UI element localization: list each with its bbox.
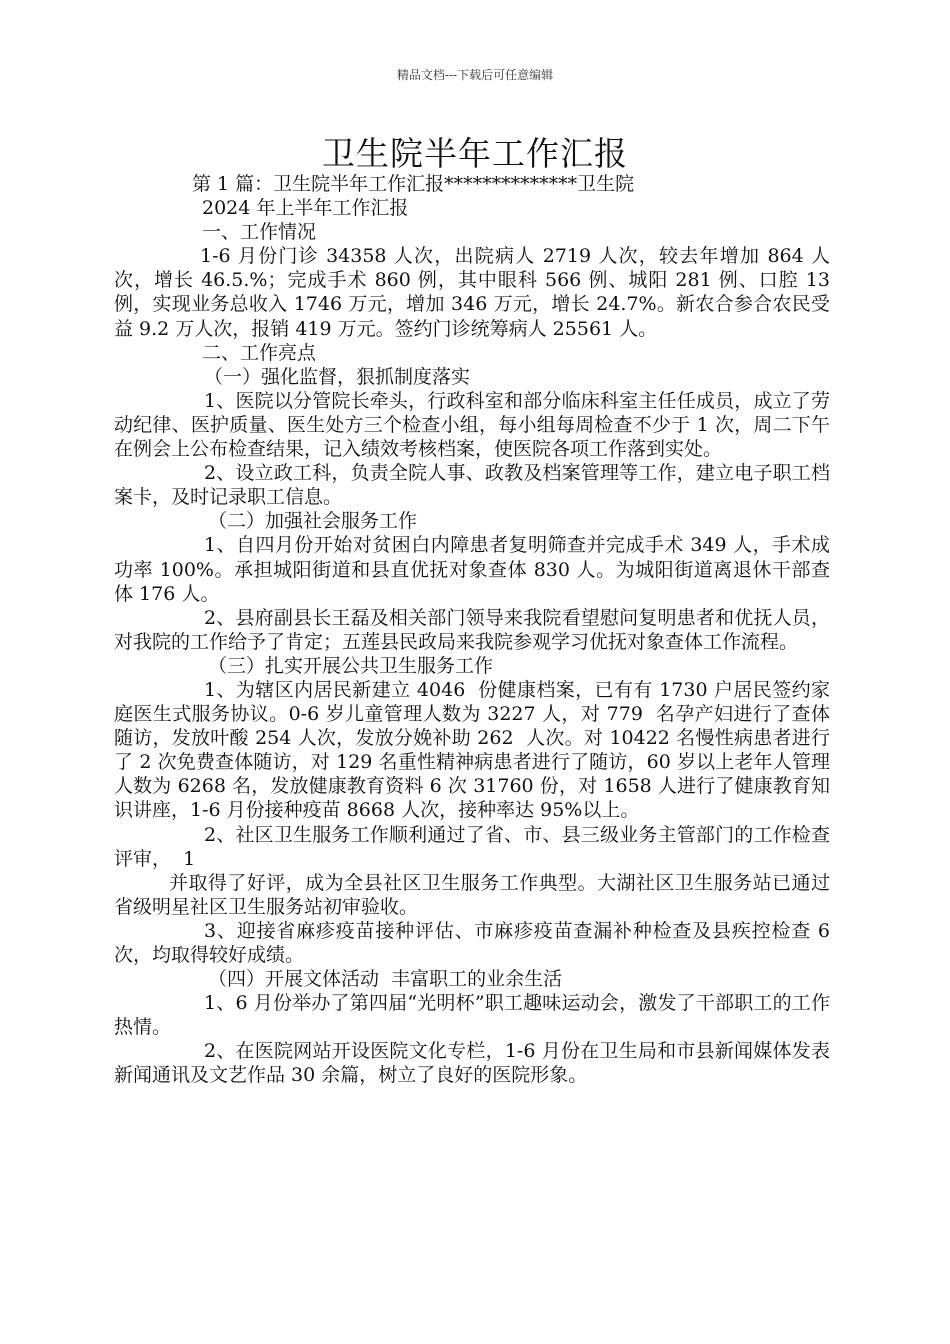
subsection-heading-public-health: （三）扎实开展公共卫生服务工作	[208, 654, 494, 677]
paragraph-social-service-2: 2、县府副县长王磊及相关部门领导来我院看望慰问复明患者和优抚人员，对我院的工作给予了肯定；五莲县民政局来我院参观学习优抚对象查体工作流程。	[114, 606, 830, 653]
section-heading-work-status: 一、工作情况	[202, 221, 317, 244]
subsection-heading-social-service: （二）加强社会服务工作	[208, 510, 418, 533]
page-header: 精品文档---下载后可任意编辑	[396, 68, 554, 82]
paragraph-public-health-1: 1、为辖区内居民新建立 4046 份健康档案，已有有 1730 户居民签约家庭医生式服务协议。0-6 岁儿童管理人数为 3227 人，对 779 名孕产妇进行了查体随访，发放叶酸 254 人次，发放分娩补助 262 人次。对 10422 名慢性病患者进行了 2 次免费查体随访，对 129 名重性精神病患者进行了随访，60 岁以上老年人管理人数为 6268 名，发放健康教育资料 6 次 31760 份，对 1658 人进行了健康教育知识讲座，1-6 月份接种疫苗 8668 人次，接种率达 95%以上。	[114, 678, 830, 822]
paragraph-supervision-1: 1、医院以分管院长牵头，行政科室和部分临床科室主任任成员，成立了劳动纪律、医护质量、医生处方三个检查小组，每小组每周检查不少于 1 次，周二下午在例会上公布检查结果，记入绩效考核档案，使医院各项工作落到实处。	[114, 389, 830, 461]
document-title: 卫生院半年工作汇报	[322, 134, 628, 173]
paragraph-public-health-2: 2、社区卫生服务工作顺利通过了省、市、县三级业务主管部门的工作检查评审， 1	[114, 823, 830, 870]
paragraph-supervision-2: 2、设立政工科，负责全院人事、政教及档案管理等工作，建立电子职工档案卡，及时记录职工信息。	[114, 462, 830, 509]
paragraph-social-service-1: 1、自四月份开始对贫困白内障患者复明筛查并完成手术 349 人，手术成功率 100%。承担城阳街道和县直优抚对象查体 830 人。为城阳街道离退休干部查体 176 人。	[114, 534, 830, 605]
paragraph-culture-sports-1: 1、6 月份举办了第四届“光明杯”职工趣味运动会，激发了干部职工的工作热情。	[114, 992, 830, 1039]
paragraph-public-health-2-continued: 并取得了好评，成为全县社区卫生服务工作典型。大湖社区卫生服务站已通过省级明星社区卫生服务站初审验收。	[114, 871, 830, 918]
paragraph-public-health-3: 3、迎接省麻疹疫苗接种评估、市麻疹疫苗查漏补种检查及县疾控检查 6 次，均取得较好成绩。	[114, 919, 837, 966]
document-body	[114, 172, 837, 1088]
section-heading-highlights: 二、工作亮点	[202, 341, 317, 364]
paragraph-work-status: 1-6 月份门诊 34358 人次，出院病人 2719 人次，较去年增加 864 人次，增长 46.5.%；完成手术 860 例，其中眼科 566 例、城阳 281 例、口腔 13 例，实现业务总收入 1746 万元，增加 346 万元，增长 24.7%。新农合参合农民受益 9.2 万人次，报销 419 万元。签约门诊统筹病人 25561 人。	[114, 245, 837, 340]
report-subtitle: 2024 年上半年工作汇报	[202, 197, 409, 220]
chapter-heading: 第 1 篇：卫生院半年工作汇报**************卫生院	[192, 173, 635, 195]
subsection-heading-culture-sports: （四）开展文体活动 丰富职工的业余生活	[208, 968, 563, 991]
paragraph-culture-sports-2: 2、在医院网站开设医院文化专栏，1-6 月份在卫生局和市县新闻媒体发表新闻通讯及文艺作品 30 余篇，树立了良好的医院形象。	[114, 1040, 830, 1087]
subsection-heading-supervision: （一）强化监督，狠抓制度落实	[204, 365, 471, 388]
